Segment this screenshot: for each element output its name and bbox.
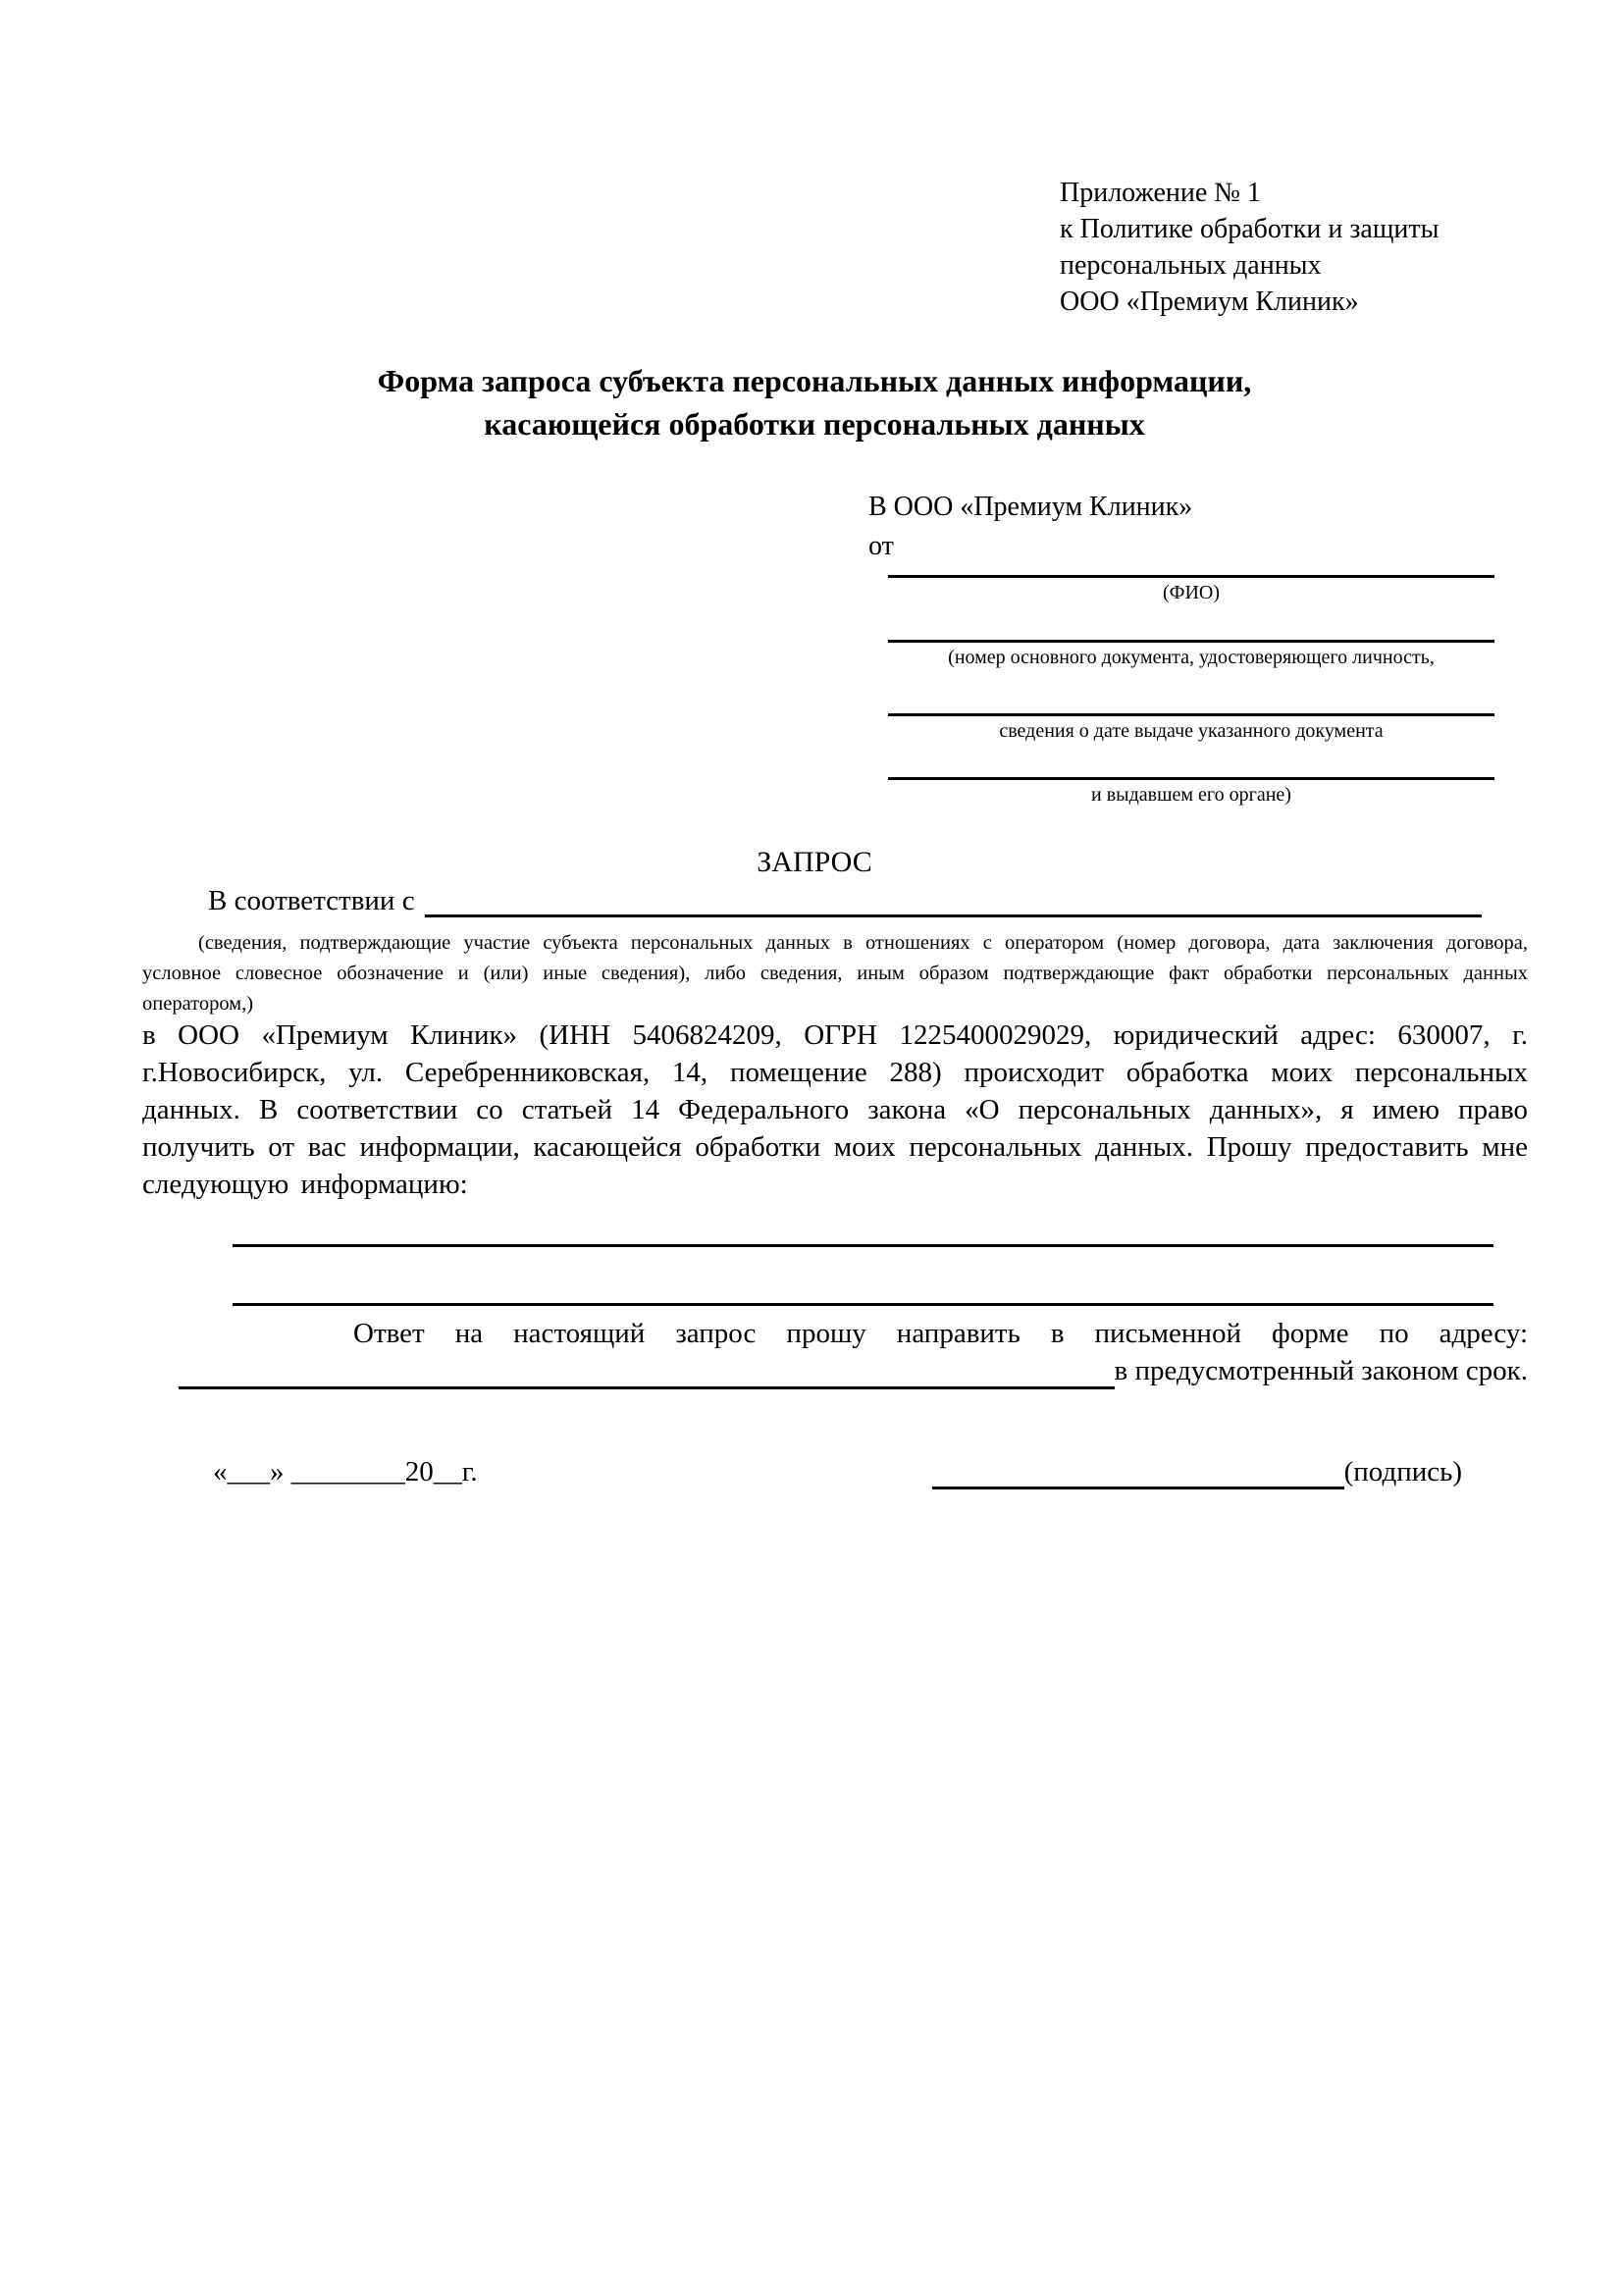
document-title xyxy=(118,359,1511,445)
fill-in-line xyxy=(425,914,1482,917)
explanatory-note: (сведения, подтверждающие участие субъекта персональных данных в отношениях с оператором (номер договора, дата заключения договора, условное словесное обозначение и (или) иные сведения), либо сведения, иным образом подтверждающие факт обработки персональных данных оператором,) xyxy=(142,932,1528,1015)
document-title-line: касающейся обработки персональных данных xyxy=(484,406,1145,442)
addressee-to: В ООО «Премиум Клиник» xyxy=(868,492,1193,522)
document-title-line: Форма запроса субъекта персональных данных информации, xyxy=(377,363,1252,398)
fill-in-line xyxy=(888,575,1494,578)
appendix-header-line: ООО «Премиум Клиник» xyxy=(1060,287,1359,317)
blank-answer-line-2 xyxy=(233,1303,1493,1306)
document-number-field xyxy=(888,640,1494,669)
request-body-paragraph: в ООО «Премиум Клиник» (ИНН 5406824209, ОГРН 1225400029029, юридический адрес: 630007, г. г.Новосибирск, ул. Серебренниковская, 14, помещение 288) происходит обработка моих персональных данных. В соответствии со статьей 14 Федерального закона «О персональных данных», я имею право получить от вас информации, касающейся обработки моих персональных данных. Прошу предоставить мне следующую информацию: xyxy=(142,1019,1528,1200)
signature-caption: (подпись) xyxy=(1343,1456,1462,1487)
fio-field xyxy=(888,575,1494,604)
in-accordance-label: В соответствии с xyxy=(208,885,415,916)
fill-in-line xyxy=(888,640,1494,643)
addressee-block xyxy=(868,488,1192,566)
field-caption: (номер основного документа, удостоверяющего личность, xyxy=(948,647,1435,668)
field-caption: сведения о дате выдаче указанного документа xyxy=(999,720,1384,742)
issue-date-field xyxy=(888,713,1494,743)
reply-address-paragraph: Ответ на настоящий запрос прошу направить в письменной форме по адресу: xyxy=(353,1318,1528,1349)
reply-address-row xyxy=(142,1352,1528,1389)
issuing-authority-field xyxy=(888,777,1494,807)
blank-answer-line-1 xyxy=(233,1244,1493,1247)
signature-row xyxy=(142,1454,1462,1489)
signature-line xyxy=(932,1487,1344,1489)
in-accordance-row xyxy=(142,885,1482,917)
request-heading: ЗАПРОС xyxy=(757,846,872,878)
fill-in-line xyxy=(888,713,1494,716)
date-blank: «___» ________20__г. xyxy=(213,1456,478,1487)
field-caption: (ФИО) xyxy=(1162,582,1220,603)
field-caption: и выдавшем его органе) xyxy=(1091,784,1291,806)
addressee-from: от xyxy=(868,531,894,561)
fill-in-line xyxy=(888,777,1494,780)
fill-in-line xyxy=(179,1386,1115,1389)
signature-block xyxy=(932,1454,1462,1489)
reply-deadline-text: в предусмотренный законом срок. xyxy=(1114,1355,1528,1386)
appendix-header-line: к Политике обработки и защиты xyxy=(1060,214,1440,244)
appendix-header-line: персональных данных xyxy=(1060,250,1322,281)
appendix-header xyxy=(1060,175,1439,320)
appendix-header-line: Приложение № 1 xyxy=(1060,178,1261,208)
